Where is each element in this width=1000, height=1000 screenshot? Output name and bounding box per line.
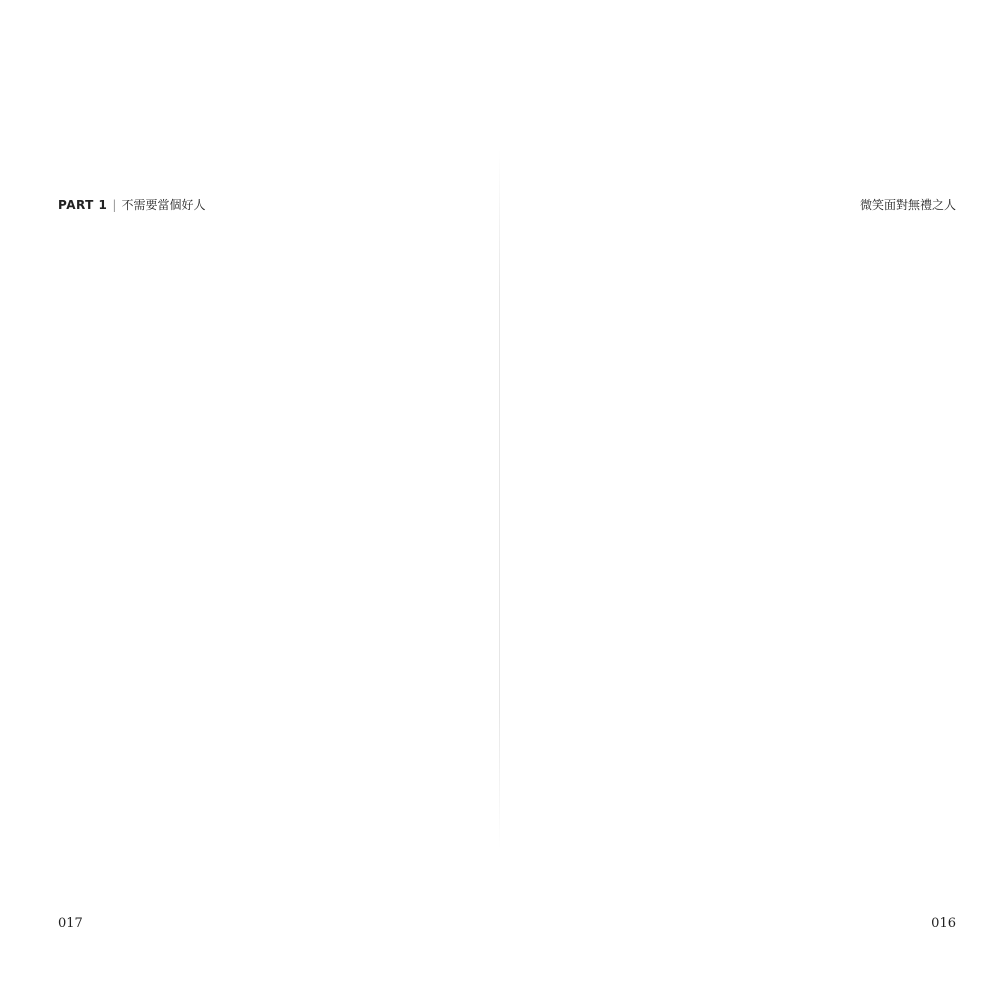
left-page-number: 017 xyxy=(58,916,83,931)
right-page-number: 016 xyxy=(931,916,956,931)
section-title: 微笑面對無禮之人 xyxy=(859,198,956,212)
right-body-text xyxy=(560,250,932,820)
right-running-head xyxy=(860,196,956,213)
part-label: PART 1 xyxy=(58,198,108,212)
right-page xyxy=(500,0,1000,1000)
left-body-text xyxy=(70,250,440,820)
left-running-head xyxy=(58,196,205,213)
running-head-separator: | xyxy=(112,198,117,212)
chapter-title: 不需要當個好人 xyxy=(121,198,206,212)
